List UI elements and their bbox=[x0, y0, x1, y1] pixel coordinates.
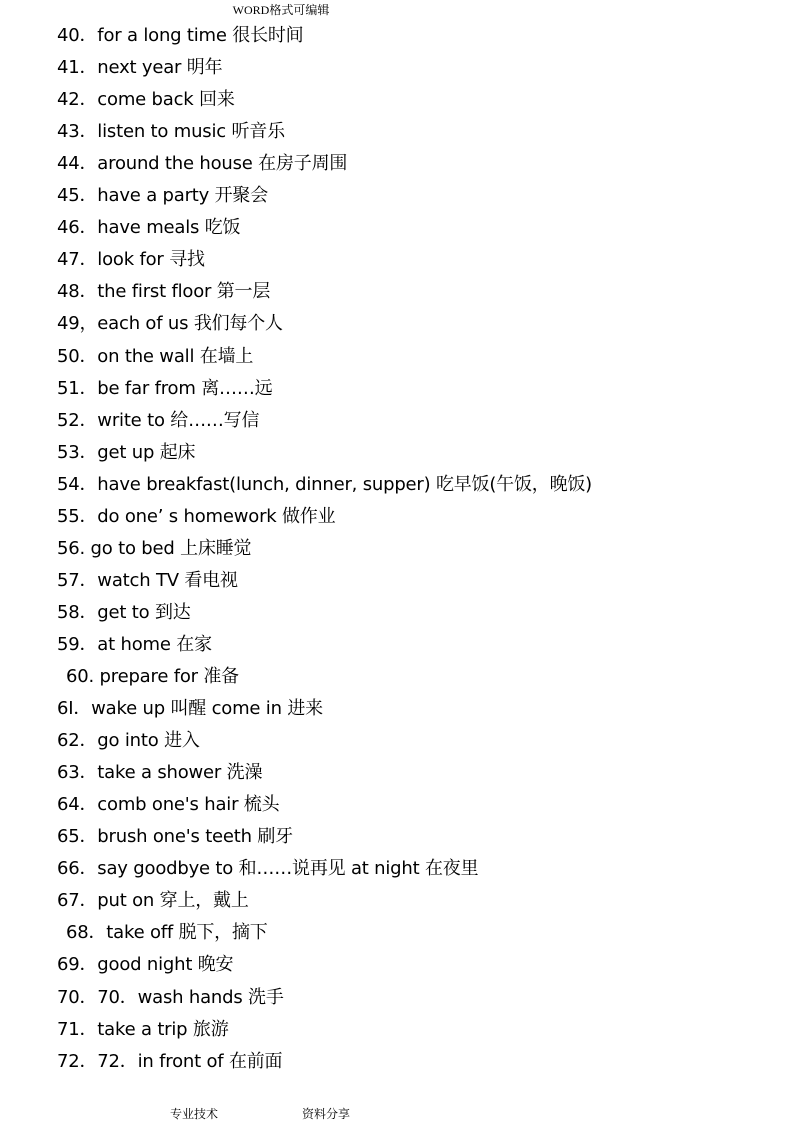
phrase-line: 46．have meals 吃饭 bbox=[57, 217, 241, 239]
phrase-line: 50．on the wall 在墙上 bbox=[57, 345, 254, 367]
footer-right-text: 资料分享 bbox=[302, 1107, 351, 1121]
phrase-line: 59．at home 在家 bbox=[57, 633, 212, 655]
phrase-line: 68．take off 脱下，摘下 bbox=[66, 922, 268, 944]
phrase-line: 60. prepare for 准备 bbox=[66, 666, 239, 687]
page-header: WORD格式可编辑 bbox=[232, 3, 330, 17]
phrase-line: 52．write to 给……写信 bbox=[57, 409, 260, 431]
footer-left-text: 专业技术 bbox=[170, 1107, 219, 1121]
phrase-line: 53．get up 起床 bbox=[57, 441, 196, 463]
phrase-line: 40．for a long time 很长时间 bbox=[57, 25, 304, 46]
phrase-line: 66．say goodbye to 和……说再见 at night 在夜里 bbox=[57, 858, 479, 880]
phrase-line: 45．have a party 开聚会 bbox=[57, 185, 269, 207]
phrase-line: 51．be far from 离……远 bbox=[57, 377, 273, 399]
phrase-line: 43．listen to music 听音乐 bbox=[57, 121, 285, 143]
phrase-line: 42．come back 回来 bbox=[57, 89, 235, 111]
phrase-line: 67．put on 穿上，戴上 bbox=[57, 890, 249, 912]
phrase-line: 72．72．in front of 在前面 bbox=[57, 1050, 283, 1072]
phrase-line: 6I．wake up 叫醒 come in 进来 bbox=[57, 698, 323, 720]
phrase-line: 56. go to bed 上床睡觉 bbox=[57, 537, 252, 559]
phrase-line: 47．look for 寻找 bbox=[57, 249, 205, 271]
phrase-line: 71．take a trip 旅游 bbox=[57, 1018, 229, 1040]
phrase-line: 65．brush one's teeth 刷牙 bbox=[57, 826, 293, 848]
phrase-line: 54．have breakfast(lunch, dinner, supper) 吃早饭(午饭，晚饭) bbox=[57, 473, 593, 495]
phrase-line: 64．comb one's hair 梳头 bbox=[57, 794, 280, 816]
phrase-line: 48．the first floor 第一层 bbox=[57, 281, 271, 303]
phrase-line: 58．get to 到达 bbox=[57, 601, 191, 623]
phrase-line: 49，each of us 我们每个人 bbox=[57, 313, 283, 335]
phrase-line: 70．70．wash hands 洗手 bbox=[57, 986, 284, 1008]
phrase-line: 63．take a shower 洗澡 bbox=[57, 762, 263, 784]
phrase-line: 62．go into 进入 bbox=[57, 730, 200, 752]
phrase-line: 57．watch TV 看电视 bbox=[57, 569, 238, 591]
phrase-line: 69．good night 晚安 bbox=[57, 954, 234, 976]
phrase-line: 55．do one’ s homework 做作业 bbox=[57, 505, 336, 527]
phrase-line: 41．next year 明年 bbox=[57, 57, 223, 79]
phrase-line: 44．around the house 在房子周围 bbox=[57, 153, 348, 175]
page-footer bbox=[0, 1106, 794, 1122]
